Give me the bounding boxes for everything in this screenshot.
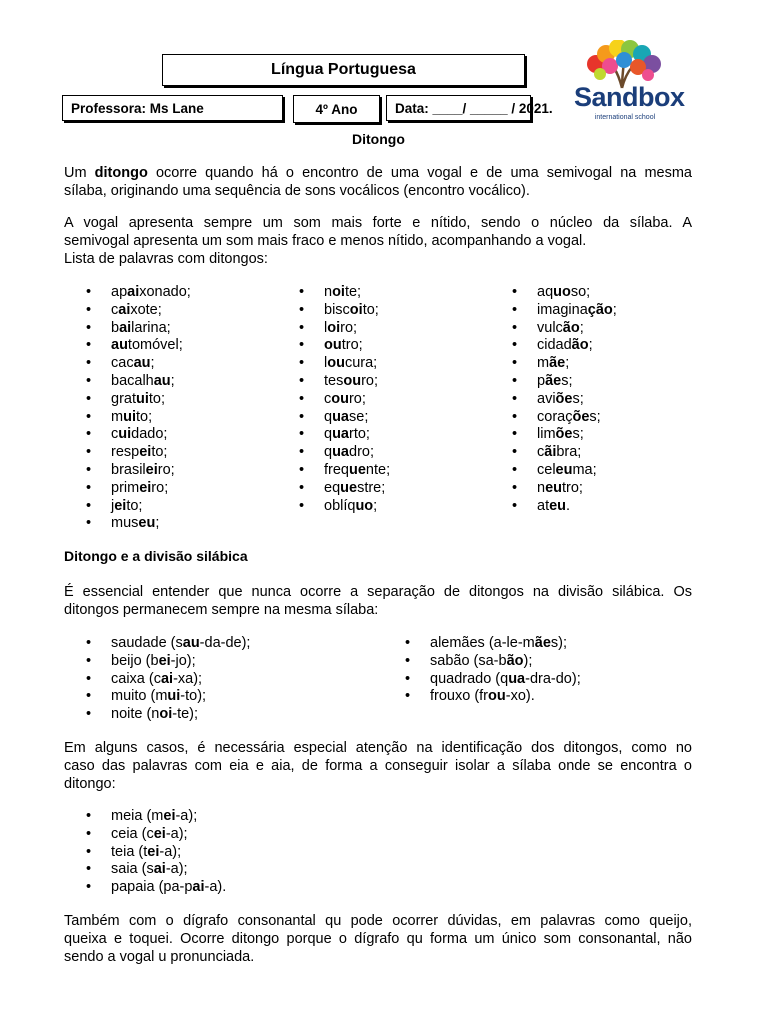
teacher-label: Professora: Ms Lane [71, 100, 204, 116]
list-item: • outro; [299, 337, 390, 355]
list-item: • loiro; [299, 320, 390, 338]
word-list-heading: Lista de palavras com ditongos: [64, 251, 268, 267]
intro-paragraph-1-line-1: Um ditongo ocorre quando há o encontro de uma vogal e de uma semivogal na mesma [64, 165, 692, 181]
list-item: • museu; [86, 515, 191, 533]
list-item: • teia (tei-a); [86, 844, 226, 862]
list-item: • ceia (cei-a); [86, 826, 226, 844]
syllable-division-list-right [405, 635, 581, 706]
diphthong-word-list-column-3 [512, 284, 617, 515]
diphthong-word-list-column-1 [86, 284, 191, 533]
intro-paragraph-1-line-2: sílaba, originando uma sequência de sons vocálicos (encontro vocálico). [64, 183, 530, 199]
section2-paragraph-2-line-2: caso das palavras com eia e aia, de forma a conseguir isolar a sílaba onde se encontra o [64, 758, 692, 774]
list-item: • quarto; [299, 426, 390, 444]
list-item: • bacalhau; [86, 373, 191, 391]
subject-title: Língua Portuguesa [271, 61, 416, 78]
list-item: • apaixonado; [86, 284, 191, 302]
list-item: • papaia (pa-pai-a). [86, 879, 226, 897]
intro-paragraph-2-line-1: A vogal apresenta sempre um som mais forte e nítido, sendo o núcleo da sílaba. A [64, 215, 692, 231]
list-item: • muito (mui-to); [86, 688, 250, 706]
year-box [293, 95, 380, 123]
list-item: • saudade (sau-da-de); [86, 635, 250, 653]
list-item: • alemães (a-le-mães); [405, 635, 581, 653]
intro-paragraph-2-line-2: semivogal apresenta um som mais fraco e menos nítido, acompanhando a vogal. [64, 233, 587, 249]
list-item: • respeito; [86, 444, 191, 462]
list-item: • quase; [299, 409, 390, 427]
list-item: • brasileiro; [86, 462, 191, 480]
list-item: • ateu. [512, 498, 617, 516]
section2-paragraph-2-line-3: ditongo: [64, 776, 116, 792]
list-item: • neutro; [512, 480, 617, 498]
section2-paragraph-2-line-1: Em alguns casos, é necessária especial atenção na identificação dos ditongos, como no [64, 740, 692, 756]
section2-paragraph-3-line-3: sendo a vogal u pronunciada. [64, 949, 255, 965]
list-item: • corações; [512, 409, 617, 427]
document-title: Ditongo [352, 131, 405, 147]
date-box [386, 95, 553, 121]
list-item: • quadro; [299, 444, 390, 462]
school-logo [570, 40, 685, 125]
list-item: • cacau; [86, 355, 191, 373]
list-item: • pães; [512, 373, 617, 391]
section2-paragraph-3-line-2: queixa e toquei. Ocorre ditongo porque o dígrafo qu forma um único som consonantal, não [64, 931, 692, 947]
list-item: • oblíquo; [299, 498, 390, 516]
list-item: • noite; [299, 284, 390, 302]
section-title-syllable-division: Ditongo e a divisão silábica [64, 548, 248, 564]
list-item: • noite (noi-te); [86, 706, 250, 724]
diphthong-word-list-column-2 [299, 284, 390, 515]
list-item: • primeiro; [86, 480, 191, 498]
list-item: • cuidado; [86, 426, 191, 444]
list-item: • vulcão; [512, 320, 617, 338]
list-item: • tesouro; [299, 373, 390, 391]
list-item: • sabão (sa-bão); [405, 653, 581, 671]
list-item: • limões; [512, 426, 617, 444]
year-label: 4º Ano [315, 101, 358, 117]
list-item: • biscoito; [299, 302, 390, 320]
list-item: • beijo (bei-jo); [86, 653, 250, 671]
list-item: • aquoso; [512, 284, 617, 302]
section2-paragraph-1-line-1: É essencial entender que nunca ocorre a separação de ditongos na divisão silábica. Os [64, 584, 692, 600]
teacher-box [62, 95, 283, 121]
list-item: • saia (sai-a); [86, 861, 226, 879]
list-item: • cãibra; [512, 444, 617, 462]
logo-brand-text: Sandbox [574, 82, 685, 112]
list-item: • mãe; [512, 355, 617, 373]
date-label: Data: ____/ _____ / 2021. [395, 100, 553, 116]
list-item: • aviões; [512, 391, 617, 409]
section2-paragraph-3-line-1: Também com o dígrafo consonantal qu pode ocorrer dúvidas, em palavras como queijo, [64, 913, 692, 929]
list-item: • couro; [299, 391, 390, 409]
list-item: • equestre; [299, 480, 390, 498]
list-item: • caixote; [86, 302, 191, 320]
syllable-division-list-left [86, 635, 250, 724]
list-item: • meia (mei-a); [86, 808, 226, 826]
list-item: • quadrado (qua-dra-do); [405, 671, 581, 689]
logo-tagline: international school [594, 114, 656, 121]
list-item: • cidadão; [512, 337, 617, 355]
subject-title-box [162, 54, 525, 86]
list-item: • frouxo (frou-xo). [405, 688, 581, 706]
list-item: • bailarina; [86, 320, 191, 338]
list-item: • frequente; [299, 462, 390, 480]
list-item: • imaginação; [512, 302, 617, 320]
list-item: • muito; [86, 409, 191, 427]
list-item: • gratuito; [86, 391, 191, 409]
list-item: • caixa (cai-xa); [86, 671, 250, 689]
list-item: • celeuma; [512, 462, 617, 480]
section2-paragraph-1-line-2: ditongos permanecem sempre na mesma sílaba: [64, 602, 379, 618]
eia-aia-word-list [86, 808, 226, 897]
list-item: • automóvel; [86, 337, 191, 355]
list-item: • loucura; [299, 355, 390, 373]
list-item: • jeito; [86, 498, 191, 516]
